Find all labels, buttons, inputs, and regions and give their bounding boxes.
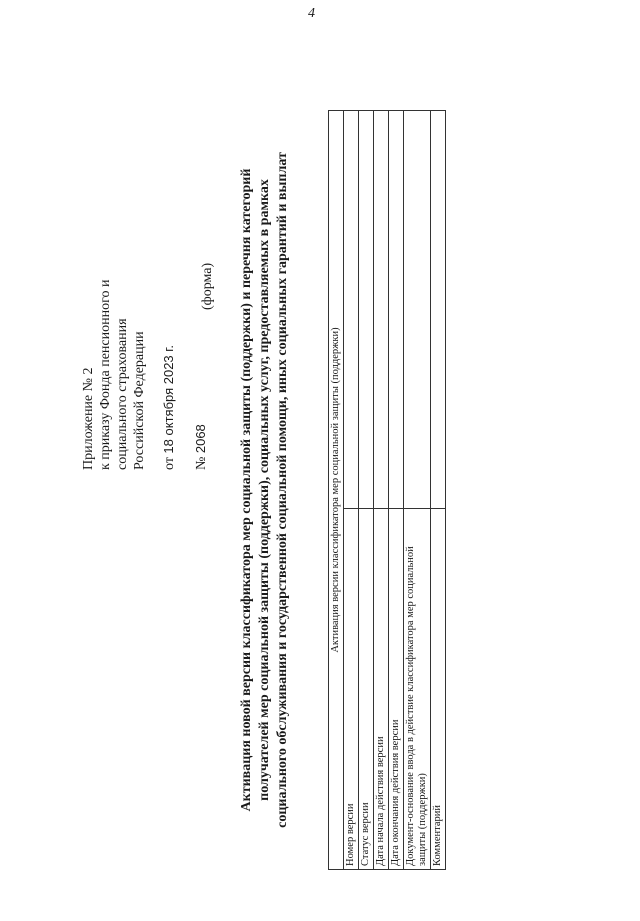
row-value-comment: [431, 111, 446, 509]
fund-line: социального страхования: [115, 318, 130, 470]
table-row: [374, 111, 389, 870]
table-row: [389, 111, 404, 870]
form-label: (форма): [200, 262, 215, 310]
row-label-start-date: Дата начала действия версии: [374, 509, 389, 870]
number-value: 2068: [193, 424, 208, 454]
order-date: [160, 130, 178, 470]
row-label-version-number: Номер версии: [344, 509, 359, 870]
row-value-end-date: [389, 111, 404, 509]
date-value: 18 октября 2023 г.: [161, 344, 176, 454]
table-header-row: [329, 111, 344, 870]
approval-block: [80, 130, 210, 470]
row-label-version-status: Статус версии: [359, 509, 374, 870]
table-row: [344, 111, 359, 870]
table-row: [431, 111, 446, 870]
row-label-comment: Комментарий: [431, 509, 446, 870]
classifier-activation-table: [328, 110, 446, 870]
row-value-version-number: [344, 111, 359, 509]
order-line: к приказу Фонда пенсионного и: [98, 279, 113, 470]
number-prefix: №: [194, 456, 209, 470]
rotated-page-content: [60, 110, 500, 870]
appendix-line: Приложение № 2: [81, 367, 96, 470]
row-value-start-date: [374, 111, 389, 509]
document-title: Активация новой версии классификатора мер социальной защиты (поддержки) и перечня категорий получателей мер социальной защиты (поддержки), социальных услуг, предоставляемых в рамках социального обслуживания и государственной социальной помощи, иных социальных гарантий и выплат: [239, 152, 290, 828]
date-prefix: от: [162, 457, 177, 470]
country-line: Российской Федерации: [132, 331, 147, 470]
row-label-basis-document: Документ-основание ввода в действие классификатора мер социальной защиты (поддержки): [404, 509, 431, 870]
row-value-version-status: [359, 111, 374, 509]
row-label-end-date: Дата окончания действия версии: [389, 509, 404, 870]
table-row: [404, 111, 431, 870]
page-number: 4: [308, 6, 315, 21]
table-row: [359, 111, 374, 870]
table-header: Активация версии классификатора мер социальной защиты (поддержки): [329, 111, 344, 870]
row-value-basis-document: [404, 111, 431, 509]
